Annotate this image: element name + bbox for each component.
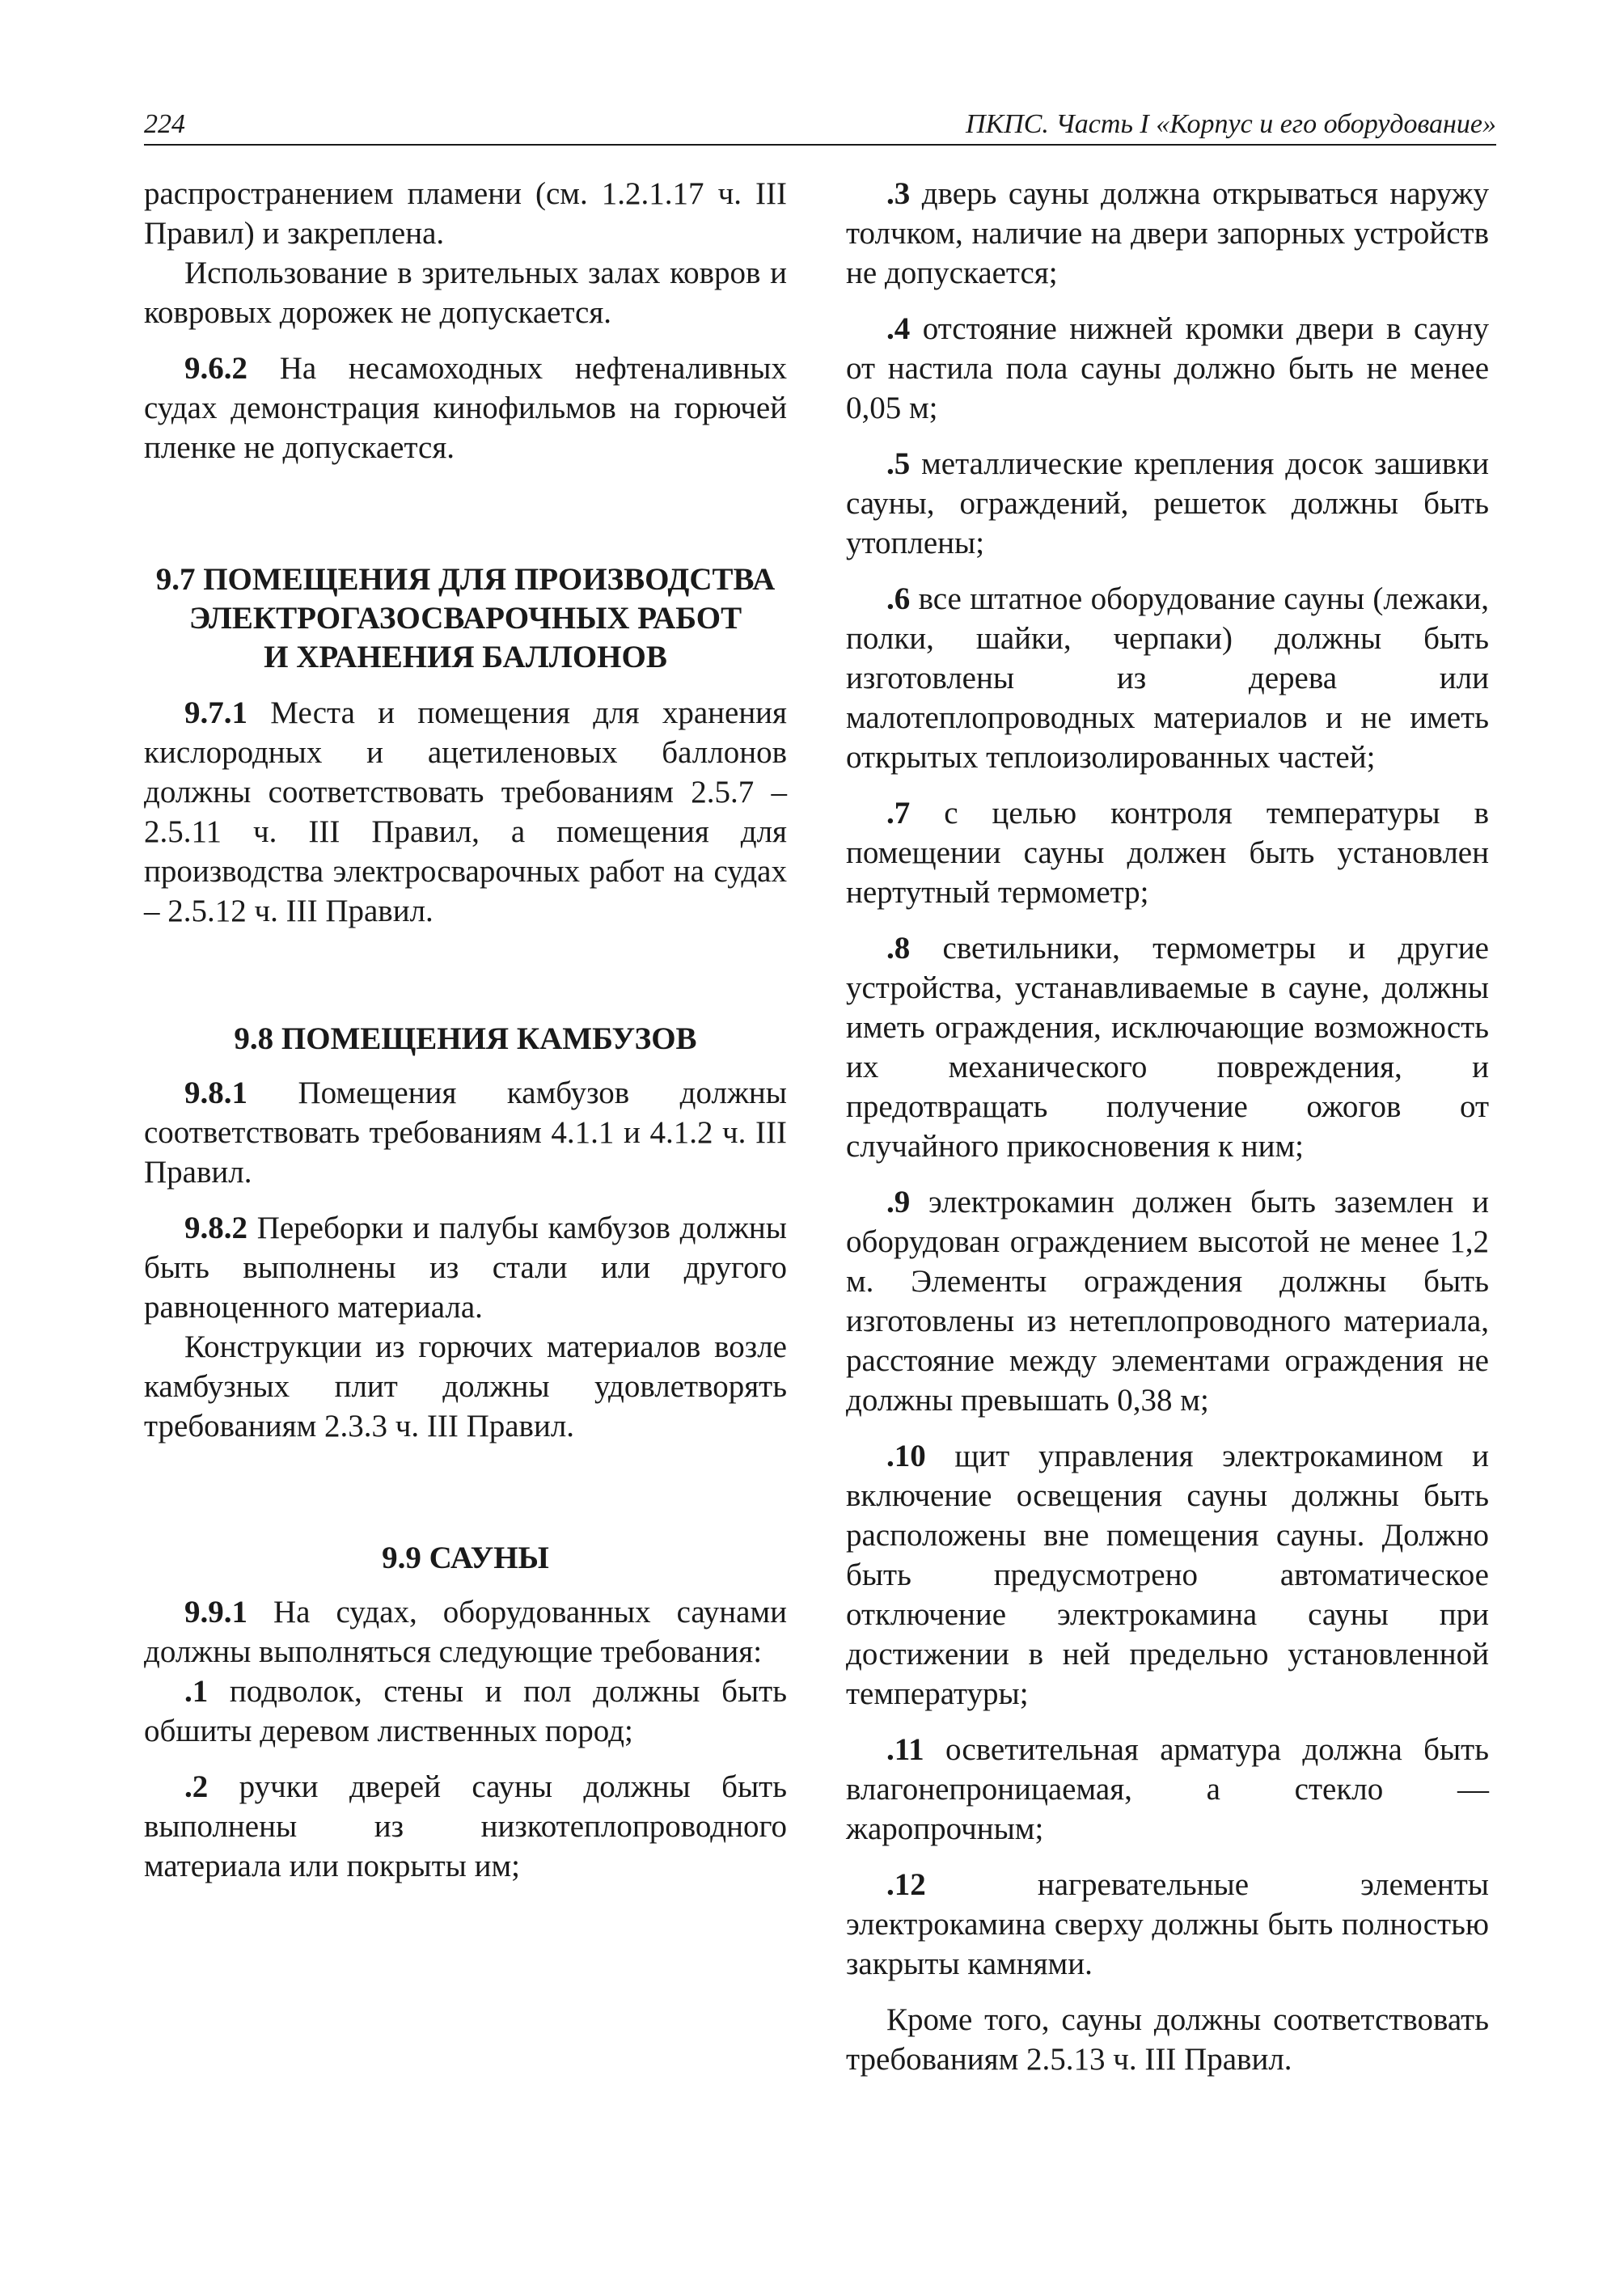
item-text: металлические крепления досок зашивки сауны, ограждений, решеток должны быть утоплены; — [846, 446, 1489, 560]
item-number: .4 — [886, 311, 911, 346]
item-text: светильники, термометры и другие устройства, устанавливаемые в сауне, должны иметь ограждения, исключающие возможность их механического повреждения, и предотвращать получение ожогов от случайного прикосновения к ним; — [846, 931, 1489, 1164]
item-number: .3 — [886, 176, 911, 211]
clause-9-9-1 — [144, 1592, 787, 1672]
paragraph-final: Кроме того, сауны должны соответствовать требованиям 2.5.13 ч. III Правил. — [846, 2002, 1489, 2077]
item-number: .12 — [886, 1867, 926, 1902]
clause-text: Помещения камбузов должны соответствовать требованиям 4.1.1 и 4.1.2 ч. III Правил. — [144, 1076, 787, 1190]
clause-number: 9.8.2 — [184, 1211, 247, 1245]
item-number: .6 — [886, 581, 911, 616]
item-text: подволок, стены и пол должны быть обшиты деревом лиственных пород; — [144, 1674, 787, 1748]
item-text: электрокамин должен быть заземлен и оборудован ограждением высотой не менее 1,2 м. Элементы ограждения должны быть изготовлены из нетеплопроводного материала, расстояние между элементами ограждения не должны превышать 0,38 м; — [846, 1185, 1489, 1418]
list-item-8 — [846, 928, 1489, 1166]
item-text: все штатное оборудование сауны (лежаки, полки, шайки, черпаки) должны быть изготовлены из дерева или малотеплопроводных материалов и не иметь открытых теплоизолированных частей; — [846, 581, 1489, 775]
clause-9-6-2 — [144, 349, 787, 467]
item-text: с целью контроля температуры в помещении сауны должен быть установлен нертутный термометр; — [846, 796, 1489, 910]
list-item-3 — [846, 174, 1489, 293]
item-text: дверь сауны должна открываться наружу толчком, наличие на двери запорных устройств не допускается; — [846, 176, 1489, 290]
section-heading-9-8: 9.8 ПОМЕЩЕНИЯ КАМБУЗОВ — [234, 1021, 697, 1056]
item-text: отстояние нижней кромки двери в сауну от настила пола сауны должно быть не менее 0,05 м; — [846, 311, 1489, 425]
clause-number: 9.7.1 — [184, 695, 247, 730]
right-column — [846, 174, 1489, 2079]
item-text: осветительная арматура должна быть влагонепроницаемая, а стекло — жаропрочным; — [846, 1732, 1489, 1846]
list-item-10 — [846, 1436, 1489, 1714]
item-number: .8 — [886, 931, 911, 966]
clause-9-8-1 — [144, 1073, 787, 1192]
item-text: нагревательные элементы электрокамина сверху должны быть полностью закрыты камнями. — [846, 1867, 1489, 1981]
item-number: .7 — [886, 796, 911, 831]
list-item-12 — [846, 1865, 1489, 1984]
item-number: .9 — [886, 1185, 911, 1219]
clause-9-8-2 — [144, 1208, 787, 1327]
clause-text: Переборки и палубы камбузов должны быть выполнены из стали или другого равноценного материала. — [144, 1211, 787, 1325]
clause-9-7-1 — [144, 693, 787, 931]
section-heading-9-7 — [144, 560, 787, 677]
list-item-5 — [846, 444, 1489, 563]
running-header — [144, 105, 1496, 146]
item-number: .10 — [886, 1439, 926, 1473]
item-text: ручки дверей сауны должны быть выполнены из низкотеплопроводного материала или покрыты им; — [144, 1769, 787, 1883]
clause-text: Места и помещения для хранения кислородных и ацетиленовых баллонов должны соответствовать требованиям 2.5.7 – 2.5.11 ч. III Правил, а помещения для производства электросварочных работ на судах – 2.5.12 ч. III Правил. — [144, 695, 787, 928]
paragraph-continuation: распространением пламени (см. 1.2.1.17 ч. III Правил) и закреплена. — [144, 176, 787, 251]
list-item-1 — [144, 1672, 787, 1751]
list-item-4 — [846, 309, 1489, 428]
clause-text: На несамоходных нефтеналивных судах демонстрация кинофильмов на горючей пленке не допускается. — [144, 351, 787, 465]
header-title: ПКПС. Часть I «Корпус и его оборудование» — [966, 109, 1496, 139]
page-number: 224 — [144, 109, 185, 139]
clause-number: 9.8.1 — [184, 1076, 247, 1110]
item-number: .1 — [184, 1674, 209, 1709]
list-item-7 — [846, 793, 1489, 912]
item-number: .11 — [886, 1732, 924, 1767]
clause-number: 9.9.1 — [184, 1595, 247, 1629]
item-number: .2 — [184, 1769, 209, 1804]
list-item-6 — [846, 579, 1489, 777]
heading-line: И ХРАНЕНИЯ БАЛЛОНОВ — [264, 640, 667, 674]
heading-line: ЭЛЕКТРОГАЗОСВАРОЧНЫХ РАБОТ — [188, 601, 742, 636]
list-item-11 — [846, 1730, 1489, 1849]
list-item-9 — [846, 1182, 1489, 1420]
clause-number: 9.6.2 — [184, 351, 247, 386]
heading-line: 9.7 ПОМЕЩЕНИЯ ДЛЯ ПРОИЗВОДСТВА — [155, 562, 776, 597]
section-heading-9-9: 9.9 САУНЫ — [382, 1541, 549, 1575]
left-column — [144, 174, 787, 1886]
list-item-2 — [144, 1767, 787, 1886]
item-text: щит управления электрокамином и включение освещения сауны должны быть расположены вне помещения сауны. Должно быть предусмотрено автоматическое отключение электрокамина сауны при достижении в ней предельно установленной температуры; — [846, 1439, 1489, 1711]
paragraph-carpets: Использование в зрительных залах ковров и ковровых дорожек не допускается. — [144, 256, 787, 330]
paragraph-constructions: Конструкции из горючих материалов возле камбузных плит должны удовлетворять требованиям 2.3.3 ч. III Правил. — [144, 1329, 787, 1443]
clause-text: На судах, оборудованных саунами должны выполняться следующие требования: — [144, 1595, 787, 1669]
item-number: .5 — [886, 446, 911, 481]
